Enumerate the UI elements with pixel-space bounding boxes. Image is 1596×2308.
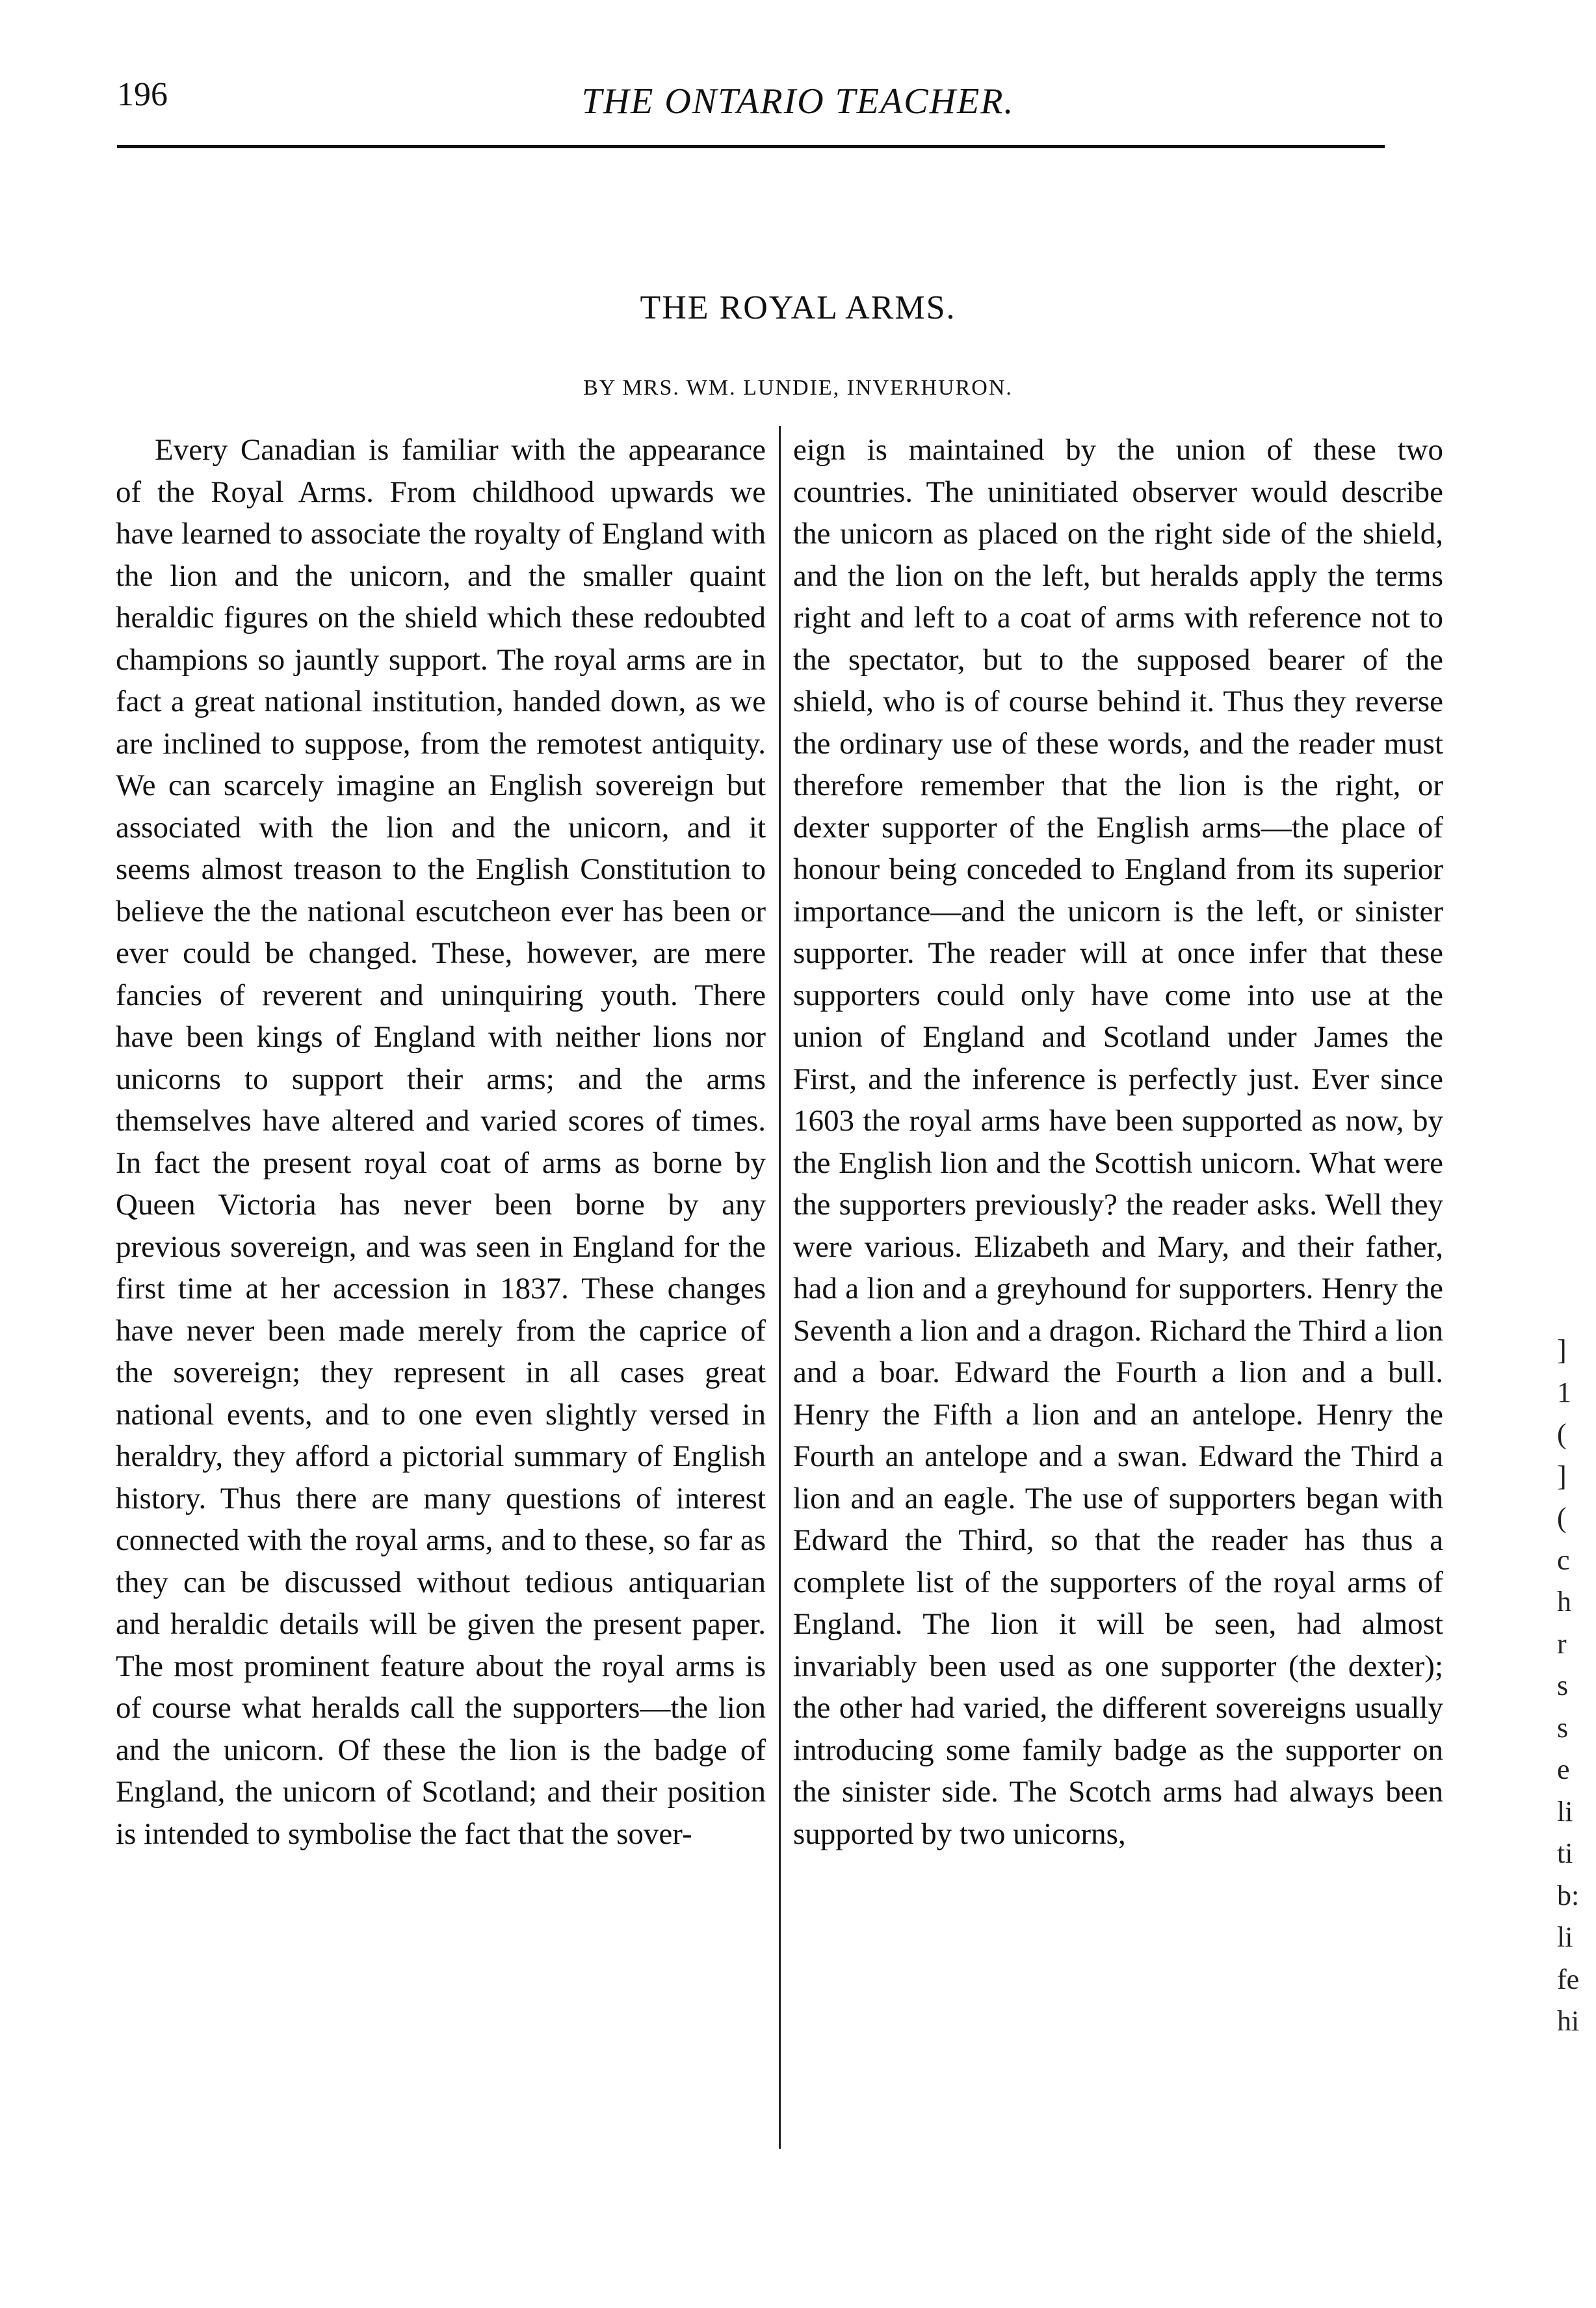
edge-glyph: e — [1557, 1753, 1570, 1785]
adjacent-page-edge-text — [1557, 1330, 1589, 2043]
edge-glyph: s — [1557, 1670, 1569, 1701]
edge-glyph: li — [1557, 1921, 1573, 1953]
edge-glyph: hi — [1557, 2005, 1580, 2037]
edge-glyph: li — [1557, 1795, 1573, 1828]
article-byline: BY MRS. WM. LUNDIE, INVERHURON. — [583, 376, 1013, 400]
edge-glyph: ( — [1557, 1418, 1567, 1450]
edge-glyph: c — [1557, 1543, 1570, 1576]
paragraph: eign is maintained by the union of these two countries. The uninitiated observer would describe the unicorn as placed on the right side of the shield, and the lion on the left, but heralds apply the terms right and left to a coat of arms with reference not to the spectator, but to the supposed bearer of the shield, who is of course behind it. Thus they reverse the ordinary use of these words, and the reader must therefore remember that the lion is the right, or dexter supporter of the English arms—the place of honour being conceded to England from its superior importance—and the unicorn is the left, or sinister supporter. The reader will at once infer that these supporters could only have come into use at the union of England and Scotland under James the First, and the inference is perfectly just. Ever since 1603 the royal arms have been supported as now, by the English lion and the Scottish unicorn. What were the supporters previously? the reader asks. Well they were various. Elizabeth and Mary, and their father, had a lion and a greyhound for supporters. Henry the Seventh a lion and a dragon. Richard the Third a lion and a boar. Edward the Fourth a lion and a bull. Henry the Fifth a lion and an antelope. Henry the Fourth an antelope and a swan. Edward the Third a lion and an eagle. The use of supporters began with Edward the Third, so that the reader has thus a complete list of the supporters of the royal arms of England. The lion it will be seen, had almost invariably been used as one supporter (the dexter); the other had varied, the different sovereigns usually introducing some family badge as the supporter on the sinister side. The Scotch arms had always been supported by two unicorns, — [793, 433, 1443, 1851]
paragraph: Every Canadian is familiar with the appearance of the Royal Arms. From childhood upwards we have learned to associate the royalty of England with the lion and the unicorn, and the smaller quaint heraldic figures on the shield which these redoubted champions so jauntly support. The royal arms are in fact a great national institution, handed down, as we are inclined to suppose, from the remotest antiquity. We can scarcely imagine an English sovereign but associated with the lion and the unicorn, and it seems almost treason to the English Constitution to believe the the national escutcheon ever has been or ever could be changed. These, however, are mere fancies of reverent and uninquiring youth. There have been kings of England with neither lions nor unicorns to support their arms; and the arms themselves have altered and varied scores of times. In fact the present royal coat of arms as borne by Queen Victoria has never been borne by any previous sovereign, and was seen in England for the first time at her accession in 1837. These changes have never been made merely from the caprice of the sovereign; they represent in all cases great national events, and to one even slightly versed in heraldry, they afford a pictorial summary of English history. Thus there are many questions of interest connected with the royal arms, and to these, so far as they can be discussed without tedious antiquarian and heraldic details will be given the present paper. The most prominent feature about the royal arms is of course what heralds call the supporters—the lion and the unicorn. Of these the lion is the badge of England, the unicorn of Scotland; and their position is intended to symbolise the fact that the sover- — [116, 433, 766, 1851]
edge-glyph: ] — [1557, 1334, 1567, 1366]
edge-glyph: s — [1557, 1711, 1569, 1744]
edge-glyph: 1 — [1557, 1376, 1571, 1408]
page-number: 196 — [117, 76, 168, 113]
article-title: THE ROYAL ARMS. — [640, 289, 956, 326]
edge-glyph: r — [1557, 1627, 1567, 1660]
edge-glyph: fe — [1557, 1963, 1580, 1995]
edge-glyph: ] — [1557, 1460, 1567, 1492]
text-column-right — [793, 429, 1443, 1855]
edge-glyph: h — [1557, 1586, 1571, 1618]
text-column-left — [116, 429, 766, 1855]
column-divider — [779, 426, 781, 2149]
running-title: THE ONTARIO TEACHER. — [581, 81, 1015, 122]
header-rule — [117, 145, 1385, 148]
edge-glyph: ( — [1557, 1502, 1567, 1534]
edge-glyph: ti — [1557, 1837, 1573, 1869]
edge-glyph: b: — [1557, 1879, 1580, 1911]
